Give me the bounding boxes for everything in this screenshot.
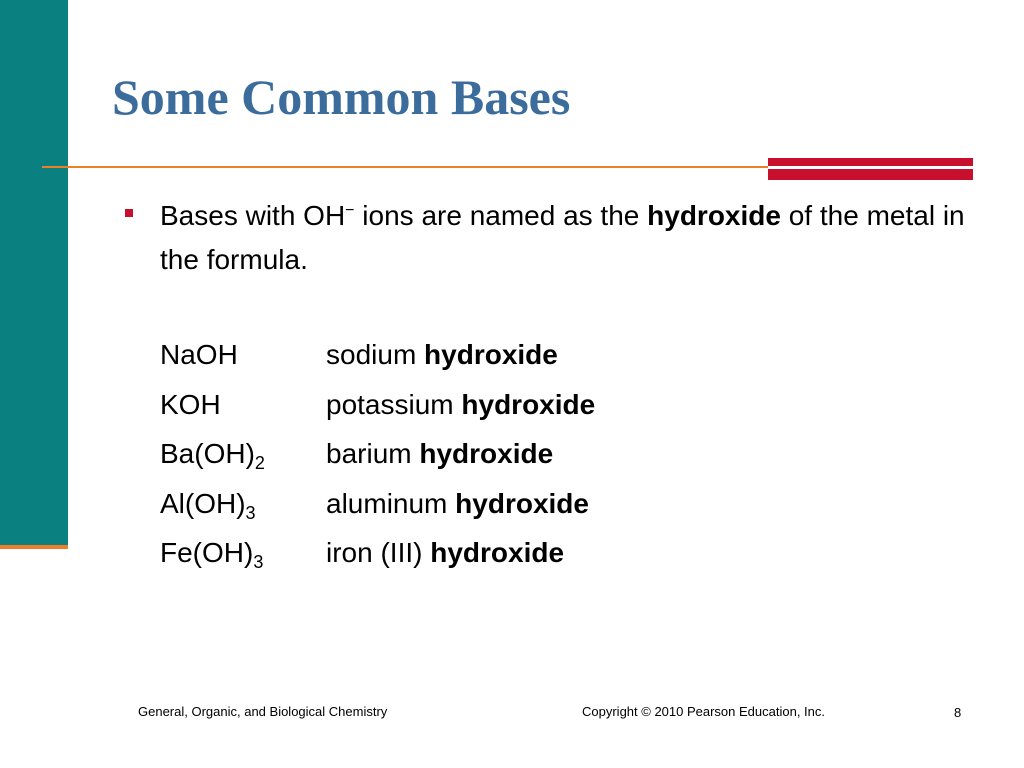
metal-name: barium [326,438,412,469]
hydroxide-term: hydroxide [430,537,565,568]
title-divider-accent [768,158,973,180]
hydroxide-term: hydroxide [419,438,554,469]
bullet-marker [125,209,133,217]
base-name [326,330,558,379]
metal-name: iron (III) [326,537,423,568]
formula-text: NaOH [160,339,238,370]
metal-name: potassium [326,388,454,420]
base-formula [160,528,263,577]
base-formula [160,380,221,429]
title-divider-accent-gap [768,166,973,169]
side-accent-bar [0,0,68,545]
slide-title: Some Common Bases [112,69,571,125]
formula-subscript: 3 [245,502,256,523]
base-name [326,380,595,429]
side-accent-line [0,545,68,549]
formula-text: Fe(OH) [160,537,254,568]
formula-text: Al(OH) [160,487,246,519]
footer-course-title: General, Organic, and Biological Chemistry [138,704,388,719]
bullet-text-middle: ions are named as the [354,200,648,231]
formula-subscript: 3 [253,552,264,572]
bullet-bold-term: hydroxide [647,200,781,231]
formula-subscript: 2 [254,453,265,473]
hydroxide-term: hydroxide [461,388,596,420]
base-name [326,479,589,528]
base-formula [160,330,238,379]
base-formula [160,429,265,478]
oh-charge: − [345,202,355,219]
bullet-text [160,194,980,282]
base-name [326,528,564,577]
metal-name: aluminum [326,487,448,519]
formula-text: KOH [160,388,221,420]
base-formula [160,479,256,528]
formula-text: Ba(OH) [160,438,255,469]
bullet-text-start: Bases with OH [160,200,346,231]
metal-name: sodium [326,339,417,370]
hydroxide-term: hydroxide [455,487,589,519]
bullet-text-end: of the metal in the formula. [160,200,965,275]
footer-copyright: Copyright © 2010 Pearson Education, Inc. [582,704,826,719]
hydroxide-term: hydroxide [424,339,558,370]
base-name [326,429,553,478]
slide-number: 8 [954,705,962,720]
